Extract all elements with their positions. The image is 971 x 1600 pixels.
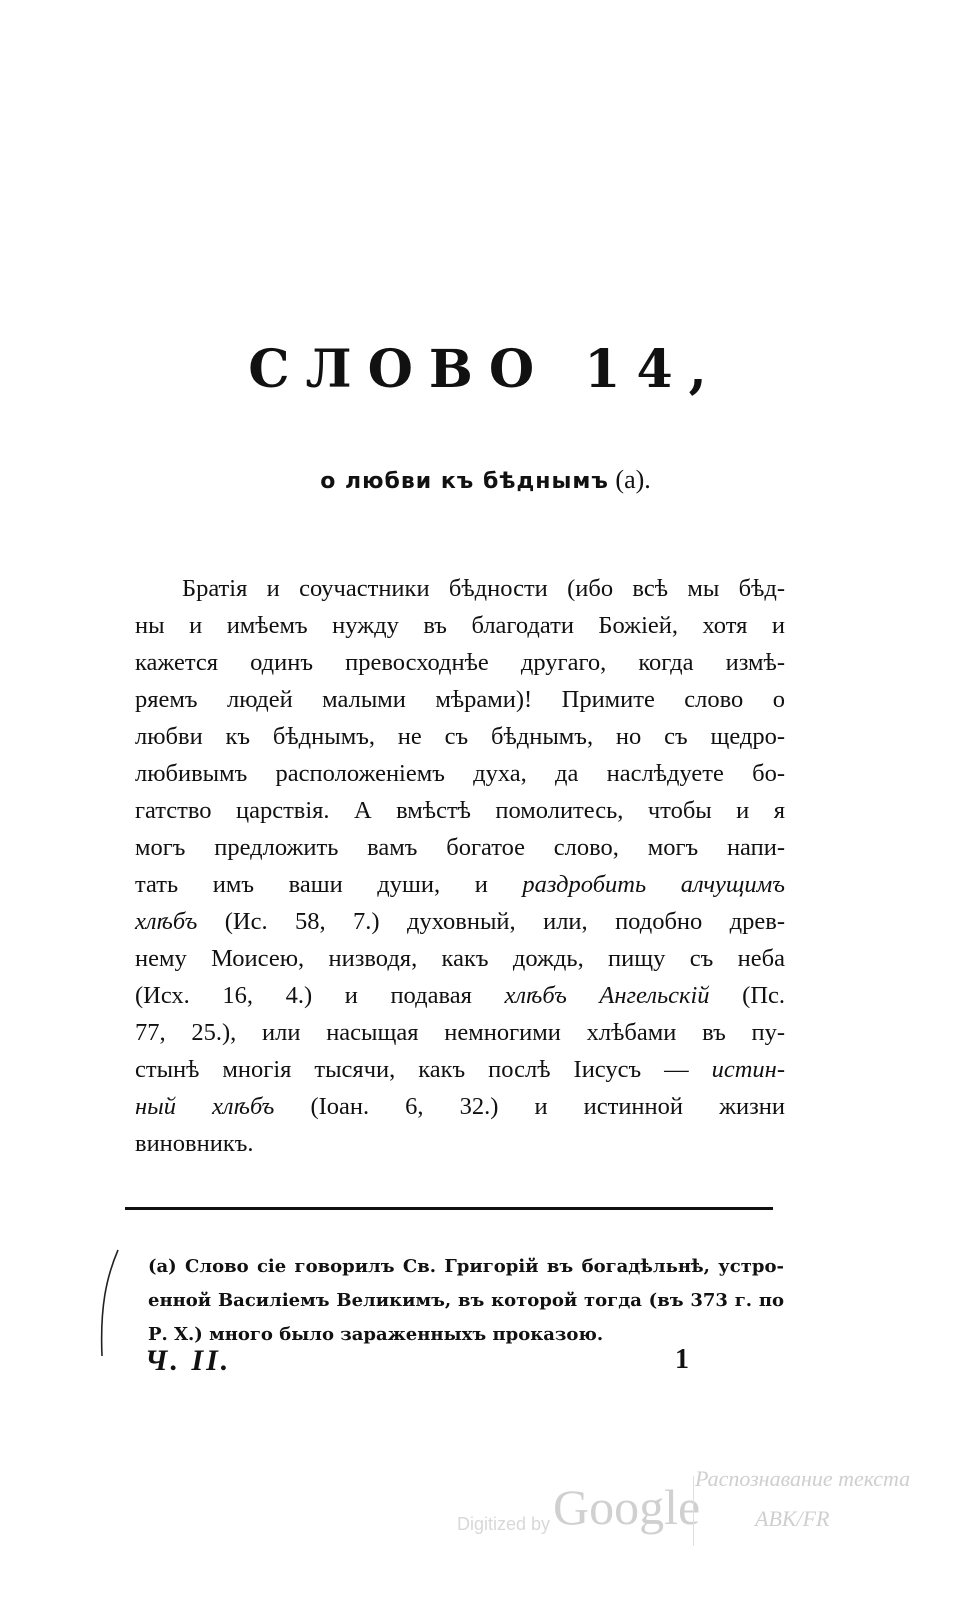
sermon-text: [135, 570, 785, 1162]
text-line: [135, 1051, 785, 1088]
text-segment: (Пс.: [742, 982, 786, 1009]
watermark-google-logo: Google: [553, 1479, 701, 1535]
italic-quote: хлѣбъ: [135, 908, 198, 935]
signature-mark: Ч. II.: [145, 1344, 232, 1377]
text-line: любви къ бѣднымъ, не съ бѣднымъ, но съ щедро-: [135, 723, 785, 750]
text-line: [135, 866, 785, 903]
text-line: виновникъ.: [135, 1130, 254, 1157]
text-line: любивымъ расположеніемъ духа, да наслѣдуете бо-: [135, 760, 785, 787]
text-line: могъ предложить вамъ богатое слово, могъ напи-: [135, 834, 785, 861]
text-line: [135, 903, 785, 940]
text-line: 77, 25.), или насыщая немногими хлѣбами въ пу-: [135, 1019, 785, 1046]
margin-mark-icon: [98, 1248, 120, 1358]
footnote-line: (а) Слово сіе говорилъ Св. Григорій въ богадѣльнѣ, устро-: [148, 1256, 784, 1277]
watermark-ocr-stamp: Распознавание текста: [695, 1466, 911, 1491]
text-line: ряемъ людей малыми мѣрами)! Примите слово о: [135, 686, 785, 713]
italic-quote: ный хлѣбъ: [135, 1093, 275, 1120]
page-title: СЛОВО 14,: [248, 339, 723, 400]
text-segment: стынѣ многія тысячи, какъ послѣ Іисусъ —: [135, 1056, 689, 1083]
subtitle-text: о любви къ бѣднымъ: [320, 469, 609, 494]
footnote-line: Р. Х.) много было зараженныхъ проказою.: [148, 1324, 604, 1345]
text-line: [135, 1088, 785, 1125]
text-segment: (Исх. 16, 4.) и подавая: [135, 982, 472, 1009]
footnote-divider: [125, 1207, 773, 1210]
subtitle-footnote-ref: (а).: [615, 465, 651, 494]
text-line: кажется одинъ превосходнѣе другаго, когда измѣ-: [135, 649, 785, 676]
text-line: гатство царствія. А вмѣстѣ помолитесь, чтобы и я: [135, 797, 785, 824]
footnote: [148, 1250, 784, 1352]
text-line: Братія и соучастники бѣдности (ибо всѣ мы бѣд-: [182, 575, 785, 602]
text-segment: (Ис. 58, 7.) духовный, или, подобно древ-: [224, 908, 785, 935]
italic-quote: истин-: [711, 1056, 785, 1083]
watermark-divider: [693, 1476, 694, 1546]
text-line: нему Моисею, низводя, какъ дождь, пищу съ неба: [135, 945, 785, 972]
text-line: [135, 977, 785, 1014]
italic-quote: раздробить алчущимъ: [522, 871, 785, 898]
digitization-watermark: [455, 1456, 955, 1566]
text-line: ны и имѣемъ нужду въ благодати Божіей, хотя и: [135, 612, 785, 639]
subtitle: [0, 460, 971, 502]
page-number: 1: [675, 1344, 689, 1375]
watermark-ocr-credit: АВК/FR: [755, 1506, 830, 1531]
watermark-digitized: Digitized by: [457, 1514, 551, 1534]
footnote-line: енной Василіемъ Великимъ, въ которой тогда (въ 373 г. по: [148, 1290, 784, 1311]
text-segment: (Іоан. 6, 32.) и истинной жизни: [310, 1093, 786, 1120]
italic-quote: хлѣбъ Ангельскій: [504, 982, 710, 1009]
text-segment: тать имъ ваши души, и: [135, 871, 488, 898]
